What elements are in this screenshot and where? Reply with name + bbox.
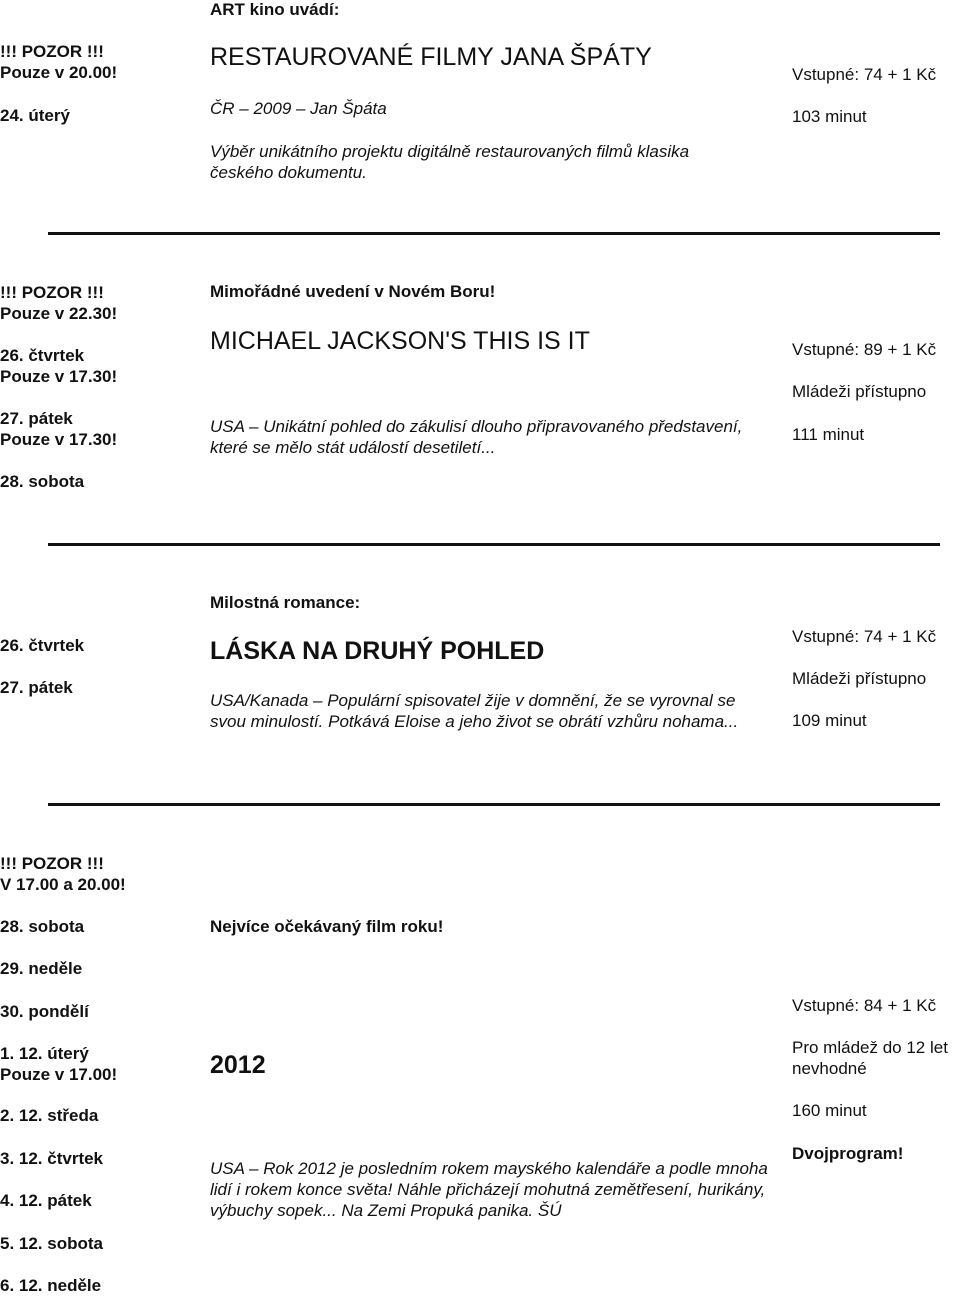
divider xyxy=(48,232,940,235)
event-3-duration: 109 minut xyxy=(792,711,867,730)
event-1-description: Výběr unikátního projektu digitálně restaurovaných filmů klasika českého dokumentu. xyxy=(210,142,690,182)
event-4-date-5: 2. 12. středa xyxy=(0,1106,99,1125)
event-2-date-1: 26. čtvrtek xyxy=(0,346,85,365)
event-1-date: 24. úterý xyxy=(0,106,70,125)
event-1-warning: !!! POZOR !!! xyxy=(0,42,104,61)
event-2-time-3: Pouze v 17.30! xyxy=(0,430,118,449)
event-4-date-3: 30. pondělí xyxy=(0,1002,89,1021)
event-3-intro: Milostná romance: xyxy=(210,593,361,612)
event-2-warning: !!! POZOR !!! xyxy=(0,283,104,302)
event-4-age: Pro mládež do 12 let nevhodné xyxy=(792,1038,948,1078)
event-1-time: Pouze v 20.00! xyxy=(0,63,118,82)
event-4-date-1: 28. sobota xyxy=(0,917,85,936)
event-4-date-6: 3. 12. čtvrtek xyxy=(0,1149,104,1168)
event-2-price: Vstupné: 89 + 1 Kč xyxy=(792,340,937,359)
event-4-time-note: Pouze v 17.00! xyxy=(0,1065,118,1084)
event-3-price: Vstupné: 74 + 1 Kč xyxy=(792,627,937,646)
event-4-date-7: 4. 12. pátek xyxy=(0,1191,92,1210)
divider xyxy=(48,803,940,806)
event-4-description: USA – Rok 2012 je posledním rokem mayského kalendáře a podle mnoha lidí i rokem konce světa! Náhle přicházejí mohutná zemětřesení, hurikány, výbuchy sopek... Na Zemi Propuká panika. ŠÚ xyxy=(210,1159,768,1220)
event-2-date-3: 28. sobota xyxy=(0,472,85,491)
event-3-date-1: 26. čtvrtek xyxy=(0,636,85,655)
event-2-date-2: 27. pátek xyxy=(0,409,73,428)
event-4-title: 2012 xyxy=(210,1051,266,1079)
event-4-double-program: Dvojprogram! xyxy=(792,1144,904,1163)
event-4-date-4: 1. 12. úterý xyxy=(0,1044,89,1063)
event-3-date-2: 27. pátek xyxy=(0,678,73,697)
event-1-price: Vstupné: 74 + 1 Kč xyxy=(792,65,937,84)
header-title: ART kino uvádí: xyxy=(210,0,340,19)
event-4-intro: Nejvíce očekávaný film roku! xyxy=(210,917,444,936)
event-4-warning: !!! POZOR !!! xyxy=(0,854,104,873)
event-1-duration: 103 minut xyxy=(792,107,867,126)
event-4-price: Vstupné: 84 + 1 Kč xyxy=(792,996,937,1015)
event-4-duration: 160 minut xyxy=(792,1101,867,1120)
event-2-description: USA – Unikátní pohled do zákulisí dlouho připravovaného představení, které se mělo stát událostí desetiletí... xyxy=(210,417,743,457)
event-2-time-1: Pouze v 22.30! xyxy=(0,304,118,323)
event-4-date-9: 6. 12. neděle xyxy=(0,1276,102,1295)
event-1-title: RESTAUROVANÉ FILMY JANA ŠPÁTY xyxy=(210,43,652,71)
event-2-time-2: Pouze v 17.30! xyxy=(0,367,118,386)
event-2-intro: Mimořádné uvedení v Novém Boru! xyxy=(210,282,496,301)
event-2-age: Mládeži přístupno xyxy=(792,382,927,401)
event-4-date-2: 29. neděle xyxy=(0,959,83,978)
event-3-description: USA/Kanada – Populární spisovatel žije v domnění, že se vyrovnal se svou minulostí. Potkává Eloise a jeho život se obrátí vzhůru nohama... xyxy=(210,691,739,731)
event-1-subtitle: ČR – 2009 – Jan Špáta xyxy=(210,99,387,118)
event-4-times: V 17.00 a 20.00! xyxy=(0,875,126,894)
event-3-age: Mládeži přístupno xyxy=(792,669,927,688)
divider xyxy=(48,543,940,546)
event-3-title: LÁSKA NA DRUHÝ POHLED xyxy=(210,637,545,665)
event-2-duration: 111 minut xyxy=(792,425,865,444)
event-2-title: MICHAEL JACKSON'S THIS IS IT xyxy=(210,327,590,355)
event-4-date-8: 5. 12. sobota xyxy=(0,1234,103,1253)
